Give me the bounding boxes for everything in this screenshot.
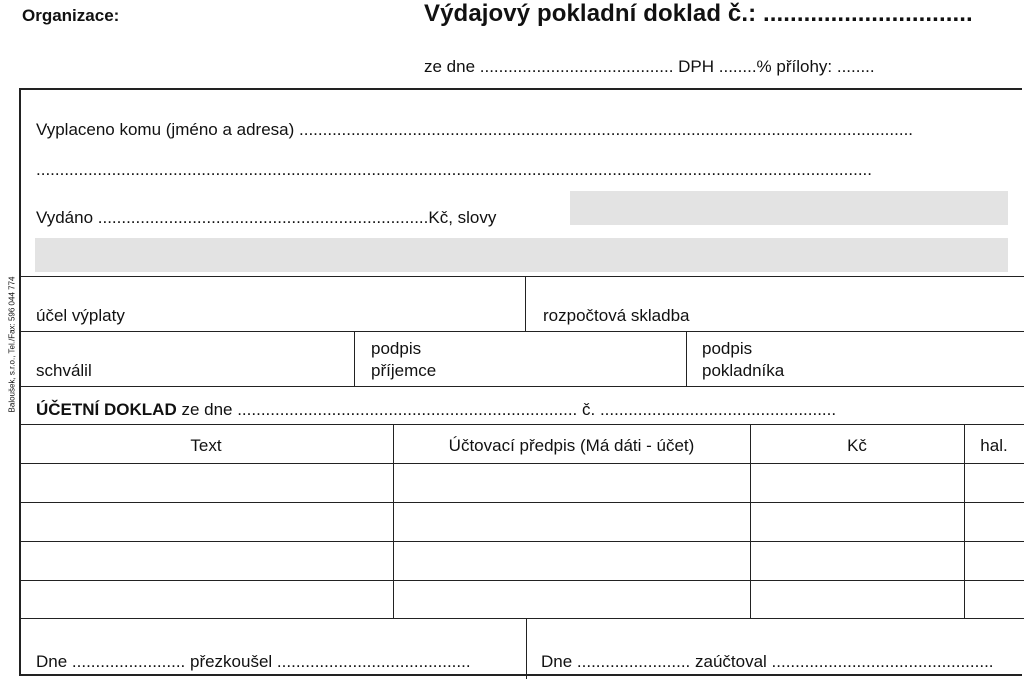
divider	[354, 331, 355, 386]
divider	[526, 618, 527, 679]
approved-label: schválil	[36, 361, 92, 380]
divider	[525, 276, 526, 331]
column-header-hal: hal.	[980, 436, 1008, 455]
divider	[393, 424, 394, 618]
amount-in-words-field-1[interactable]	[570, 191, 1008, 225]
accounting-document-details: ze dne ........................................................................ č. ..................................................	[176, 400, 837, 419]
divider	[686, 331, 687, 386]
recipient-signature-label: podpis příjemce	[371, 339, 437, 380]
table-row-line	[19, 502, 1024, 503]
column-header-text: Text	[190, 436, 222, 455]
divider	[19, 618, 1024, 619]
column-header-posting: Účtovací předpis (Má dáti - účet)	[448, 436, 695, 455]
posted-by-line: Dne ........................ zaúčtoval ...............................................	[541, 652, 994, 671]
table-row-line	[19, 463, 1024, 464]
column-header-czk: Kč	[847, 436, 867, 455]
checked-by-line: Dne ........................ přezkoušel .........................................	[36, 652, 471, 671]
date-vat-attachments-line: ze dne ......................................... DPH ........% přílohy: ........	[424, 57, 875, 76]
accounting-document-line	[36, 400, 836, 420]
amount-in-words-field-2[interactable]	[35, 238, 1008, 272]
divider	[19, 276, 1024, 277]
divider	[964, 424, 965, 618]
side-imprint: Baloušek, s.r.o., Tel./Fax: 596 044 774	[7, 276, 17, 413]
divider	[19, 386, 1024, 387]
table-row-line	[19, 580, 1024, 581]
divider	[19, 424, 1024, 425]
organization-label: Organizace:	[22, 6, 120, 25]
accounting-document-heading: ÚČETNÍ DOKLAD	[36, 400, 177, 419]
budget-label: rozpočtová skladba	[543, 306, 690, 325]
cashier-signature-label: podpis pokladníka	[702, 339, 785, 380]
document-title: Výdajový pokladní doklad č.: ...............................	[424, 0, 973, 27]
paid-to-line-2: .................................................................................................................................................................................	[36, 160, 872, 179]
divider	[750, 424, 751, 618]
paid-to-label: Vyplaceno komu (jméno a adresa) ..................................................................................................................................	[36, 120, 914, 139]
purpose-label: účel výplaty	[36, 306, 125, 325]
issued-amount-label: Vydáno ......................................................................Kč, slovy	[36, 208, 497, 227]
table-row-line	[19, 541, 1024, 542]
divider	[19, 331, 1024, 332]
